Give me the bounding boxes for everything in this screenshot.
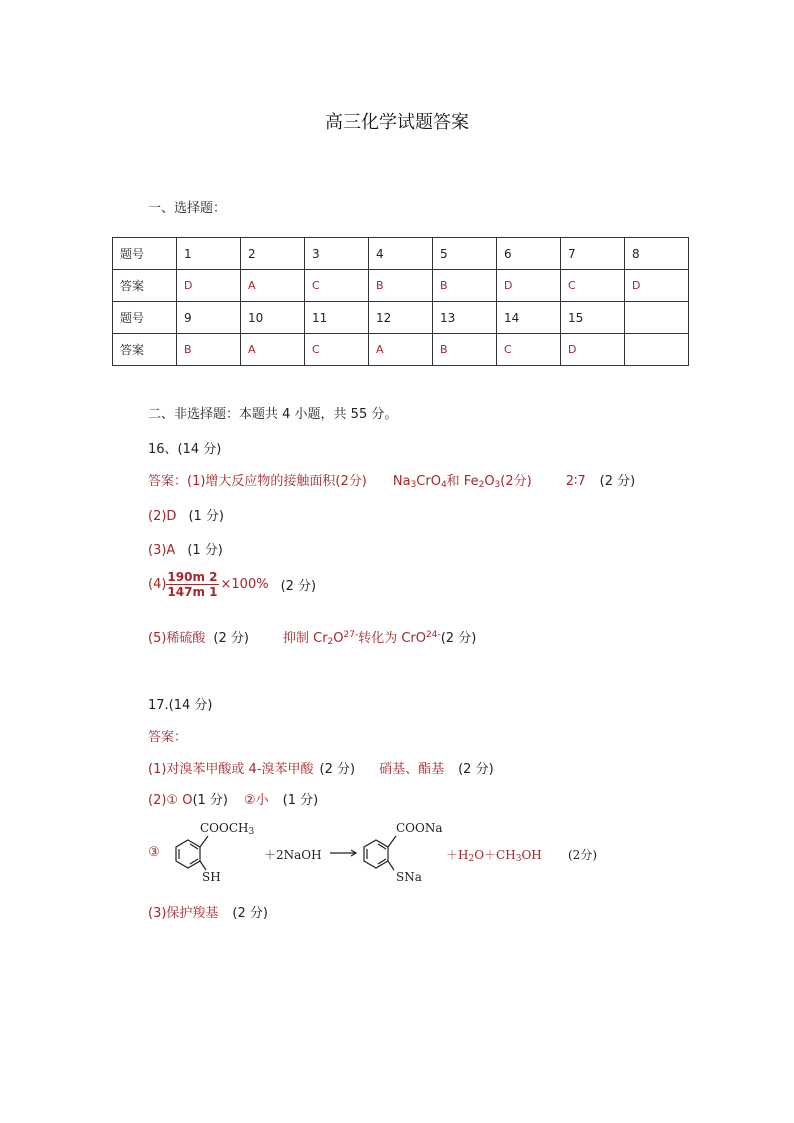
question-number-cell: 7 [561,238,625,270]
q16-header: 16、(14 分) [148,442,222,457]
q17-1-answer: (1)对溴苯甲酸或 4-溴苯甲酸 [148,762,314,777]
answer-cell: B [369,270,433,302]
question-number-cell: 11 [305,302,369,334]
reagent: ＋2NaOH [264,848,322,862]
q16-line-2 [148,505,224,524]
question-number-cell: 12 [369,302,433,334]
answer-cell: C [561,270,625,302]
q16-3-score: (1 分) [187,543,223,558]
q17-3-score: (2 分) [232,906,268,921]
q16-5-reason-score: (2 分) [440,631,477,646]
answer-cell: D [625,270,689,302]
row-label: 题号 [113,302,177,334]
q16-line-1 [148,470,635,490]
question-number-cell: 5 [433,238,497,270]
q17-1-score: (2 分) [319,762,356,777]
reaction-equation [148,818,628,888]
answer-cell: D [177,270,241,302]
question-number-cell: 10 [241,302,305,334]
answer-cell: A [369,334,433,366]
q16-4-prefix: (4) [148,577,167,592]
q16-2-score: (1 分) [188,509,224,524]
q17-3-answer: (3)保护羧基 [148,906,219,921]
q16-4-denominator: 147m 1 [167,585,218,599]
answer-cell [625,334,689,366]
question-number-cell: 3 [305,238,369,270]
answer-cell: C [497,334,561,366]
product-benzene-ring [364,836,396,870]
q17-2-score-2: (1 分) [282,793,319,808]
product-carboxylate-group: COONa [396,821,443,835]
reaction-number: ③ [148,845,160,860]
q17-1-groups: 硝基、酯基 [379,762,445,777]
answer-cell: B [177,334,241,366]
row-label: 题号 [113,238,177,270]
q16-1-score: (2 分) [599,474,636,489]
section-nonchoice-heading: 二、非选择题：本题共 4 小题，共 55 分。 [148,407,398,422]
question-number-cell: 1 [177,238,241,270]
reactant-thiol-group: SH [202,870,221,884]
q16-5-score: (2 分) [213,631,249,646]
reactant-benzene-ring [176,836,208,870]
product-thiolate-group: SNa [396,870,422,884]
reaction-score: (2分) [568,848,597,862]
q16-4-fraction [166,570,218,599]
reaction-arrow [330,850,356,856]
q16-line-5 [148,627,476,647]
answer-cell: D [497,270,561,302]
answer-cell: B [433,334,497,366]
answer-cell: C [305,334,369,366]
q16-5-answer: (5)稀硫酸 [148,631,206,646]
answer-cell: C [305,270,369,302]
q16-2-answer: (2)D [148,509,177,524]
q17-2-score-1: (1 分) [192,793,228,808]
question-number-cell: 13 [433,302,497,334]
question-number-cell: 15 [561,302,625,334]
page-title: 高三化学试题答案 [325,112,469,133]
q16-3-answer: (3)A [148,543,176,558]
question-number-cell: 6 [497,238,561,270]
question-number-cell: 9 [177,302,241,334]
q17-2-answer-1: (2)① O [148,793,193,808]
q17-line-1 [148,758,494,777]
section-choice-heading: 一、选择题： [148,201,227,216]
question-number-cell: 8 [625,238,689,270]
q16-line-4 [148,570,316,599]
answer-row [113,270,689,302]
question-number-cell [625,302,689,334]
q17-1-groups-score: (2 分) [458,762,494,777]
answer-table [112,237,689,366]
q16-1-formula: $Na_3CrO_4$和 $Fe_2O_3(2$分) [392,474,532,490]
answer-cell: A [241,334,305,366]
q16-4-score: (2 分) [280,579,317,594]
question-number-cell: 4 [369,238,433,270]
answer-row [113,334,689,366]
q17-line-3 [148,902,268,921]
q17-answer-label: 答案： [148,730,188,745]
answer-cell: B [433,270,497,302]
q16-5-reason: 抑制 $Cr_2O^{27-}$转化为 CrO$^{24-}$ [282,630,441,647]
row-label: 答案 [113,334,177,366]
question-number-cell: 14 [497,302,561,334]
answer-cell: A [241,270,305,302]
question-number-row [113,238,689,270]
q17-line-2 [148,789,318,808]
q16-line-3 [148,539,223,558]
reactant-ester-group: $COOCH_3$ [200,821,255,837]
q17-2-answer-2: ②小 [244,793,269,808]
q16-1-answer: 答案：(1)增大反应物的接触面积(2分) [148,474,367,489]
question-number-row [113,302,689,334]
answer-cell: D [561,334,625,366]
question-number-cell: 2 [241,238,305,270]
q16-4-percent: ×100% [220,577,269,592]
byproducts: $+H_2O+CH_3OH$ [446,848,542,864]
q16-4-numerator: 190m 2 [167,570,218,584]
q16-1-ratio: 2∶7 [565,474,586,489]
q17-header: 17.(14 分) [148,698,213,713]
row-label: 答案 [113,270,177,302]
